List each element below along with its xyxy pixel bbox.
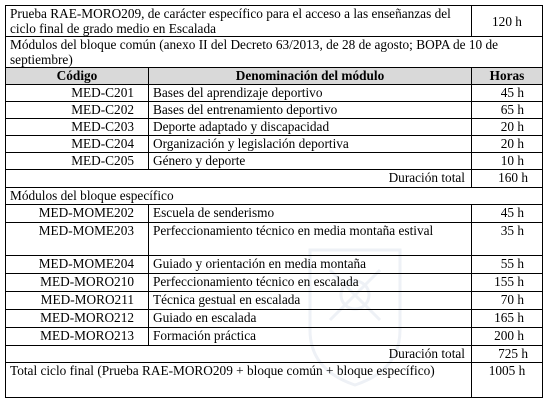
- module-hours: 20 h: [472, 119, 543, 136]
- module-hours: 20 h: [472, 136, 543, 153]
- module-hours: 55 h: [472, 256, 543, 274]
- header-hours: Horas: [472, 68, 543, 85]
- grand-total-label: Total ciclo final (Prueba RAE-MORO209 + bloque común + bloque específico): [6, 363, 472, 398]
- table-row: [6, 205, 543, 223]
- module-name: Guiado en escalada: [149, 310, 472, 328]
- module-name: Escuela de senderismo: [149, 205, 472, 223]
- module-hours: 45 h: [472, 85, 543, 102]
- module-code: MED-MORO210: [6, 274, 149, 292]
- module-hours: 65 h: [472, 102, 543, 119]
- table-row: [6, 119, 543, 136]
- module-code: MED-MORO211: [6, 292, 149, 310]
- table-row: [6, 274, 543, 292]
- module-name: Formación práctica: [149, 328, 472, 346]
- intro-hours: 120 h: [472, 6, 543, 37]
- module-code: MED-C202: [6, 102, 149, 119]
- module-code: MED-C205: [6, 153, 149, 170]
- common-total-value: 160 h: [472, 170, 543, 188]
- module-name: Técnica gestual en escalada: [149, 292, 472, 310]
- module-name: Género y deporte: [149, 153, 472, 170]
- module-name: Organización y legislación deportiva: [149, 136, 472, 153]
- common-total-row: [6, 170, 543, 188]
- module-code: MED-C204: [6, 136, 149, 153]
- module-hours: 10 h: [472, 153, 543, 170]
- specific-total-row: [6, 346, 543, 363]
- table-row: [6, 223, 543, 256]
- column-header-row: [6, 68, 543, 85]
- header-code: Código: [6, 68, 149, 85]
- module-hours: 45 h: [472, 205, 543, 223]
- specific-total-value: 725 h: [472, 346, 543, 363]
- table-row: [6, 136, 543, 153]
- common-block-title: Módulos del bloque común (anexo II del Decreto 63/2013, de 28 de agosto; BOPA de 10 de septiembre): [6, 37, 543, 68]
- header-name: Denominación del módulo: [149, 68, 472, 85]
- table-row: [6, 292, 543, 310]
- curriculum-table: [5, 5, 543, 398]
- module-code: MED-MORO213: [6, 328, 149, 346]
- module-code: MED-C201: [6, 85, 149, 102]
- module-code: MED-MOME202: [6, 205, 149, 223]
- table-row: [6, 256, 543, 274]
- module-code: MED-MORO212: [6, 310, 149, 328]
- grand-total-value: 1005 h: [472, 363, 543, 398]
- table-row: [6, 310, 543, 328]
- module-name: Guiado y orientación en media montaña: [149, 256, 472, 274]
- module-hours: 35 h: [472, 223, 543, 256]
- module-code: MED-C203: [6, 119, 149, 136]
- intro-text: Prueba RAE-MORO209, de carácter específico para el acceso a las enseñanzas del ciclo final de grado medio en Escalada: [6, 6, 472, 37]
- module-hours: 200 h: [472, 328, 543, 346]
- specific-block-title-row: [6, 188, 543, 205]
- module-name: Deporte adaptado y discapacidad: [149, 119, 472, 136]
- module-name: Bases del entrenamiento deportivo: [149, 102, 472, 119]
- module-name: Perfeccionamiento técnico en media montaña estival: [149, 223, 472, 256]
- module-hours: 155 h: [472, 274, 543, 292]
- intro-row: [6, 6, 543, 37]
- table-row: [6, 153, 543, 170]
- common-total-label: Duración total: [6, 170, 472, 188]
- module-code: MED-MOME203: [6, 223, 149, 256]
- specific-block-title: Módulos del bloque específico: [6, 188, 543, 205]
- module-hours: 165 h: [472, 310, 543, 328]
- module-name: Bases del aprendizaje deportivo: [149, 85, 472, 102]
- table-row: [6, 102, 543, 119]
- module-name: Perfeccionamiento técnico en escalada: [149, 274, 472, 292]
- grand-total-row: [6, 363, 543, 398]
- common-block-title-row: [6, 37, 543, 68]
- module-code: MED-MOME204: [6, 256, 149, 274]
- specific-total-label: Duración total: [6, 346, 472, 363]
- table-row: [6, 328, 543, 346]
- table-row: [6, 85, 543, 102]
- module-hours: 70 h: [472, 292, 543, 310]
